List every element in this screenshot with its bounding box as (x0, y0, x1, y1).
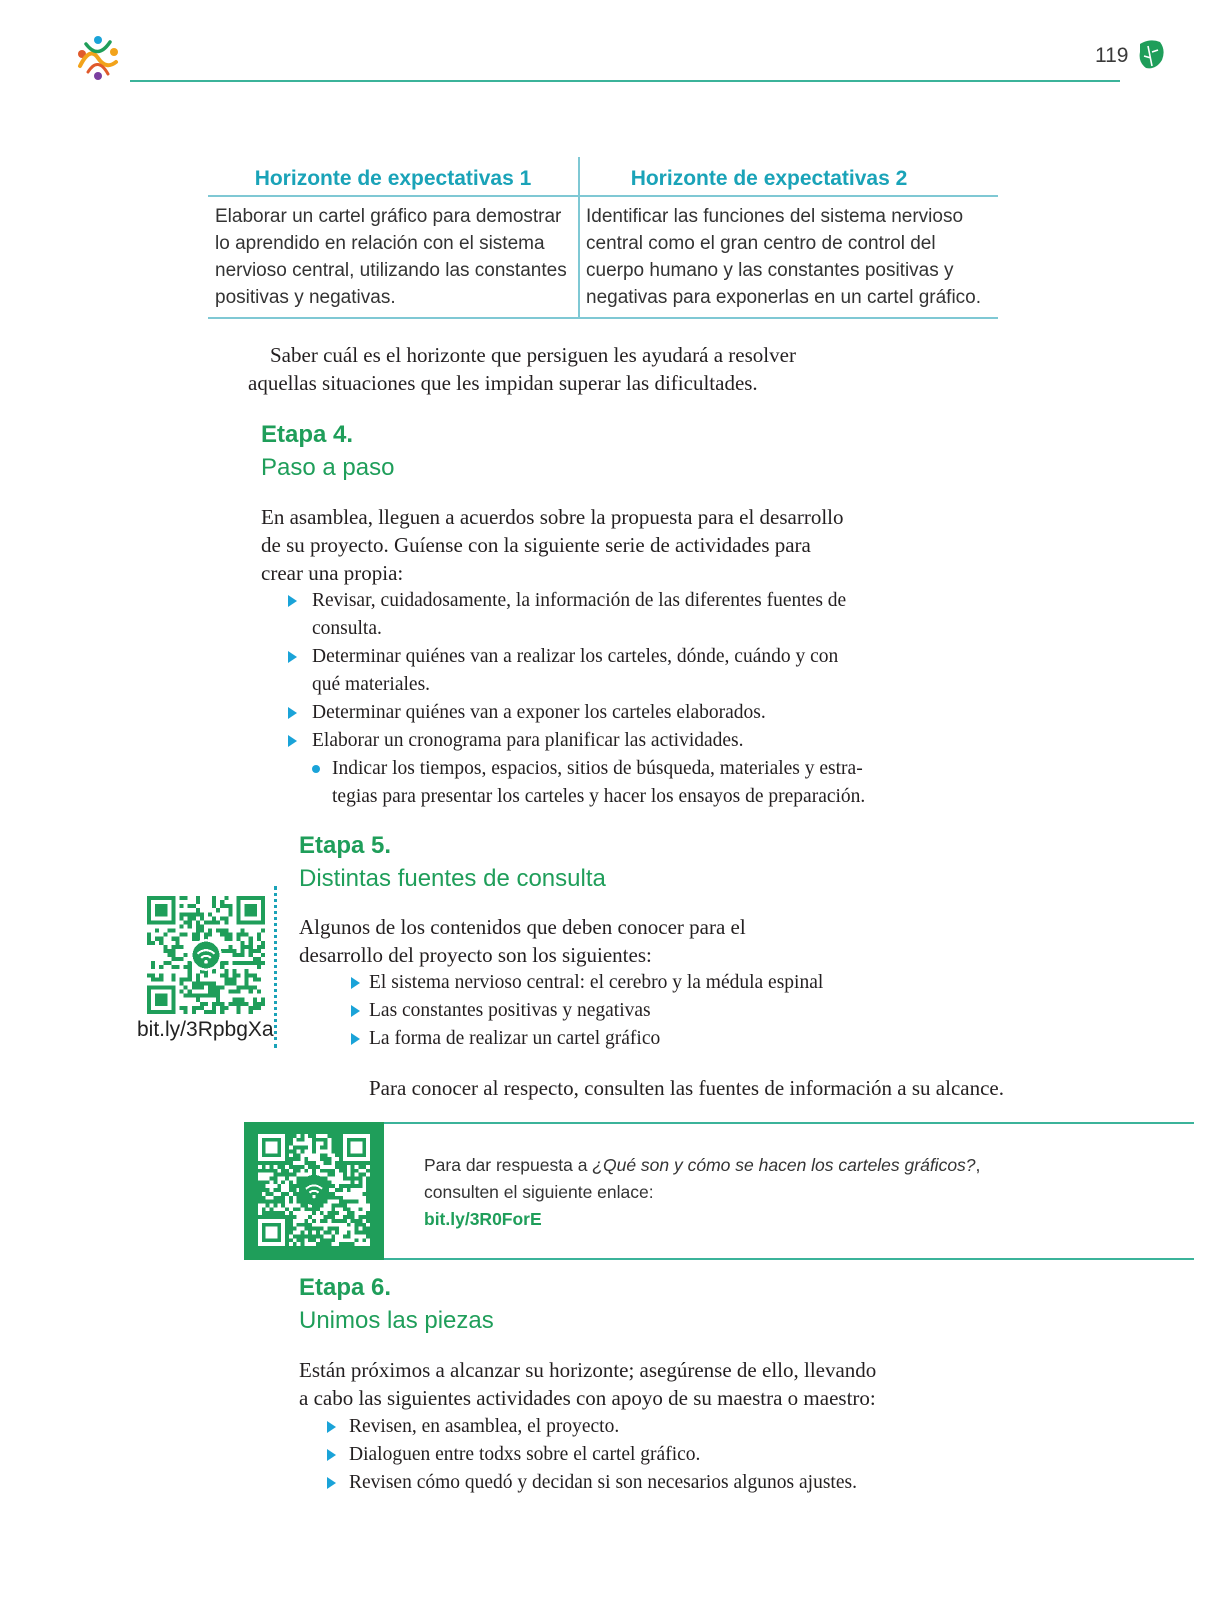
header-rule (130, 80, 1120, 82)
leaf-icon (1136, 38, 1166, 74)
qr-code-icon[interactable] (258, 1134, 370, 1246)
qr-link-text[interactable]: bit.ly/3RpbgXa (137, 1018, 274, 1041)
etapa4-paragraph: En asamblea, lleguen a acuerdos sobre la propuesta para el desarrollo de su proyecto. Guíense con la siguiente serie de actividades para crear una propia: (261, 505, 844, 585)
bullet-icon (327, 1449, 336, 1461)
list-item: Elaborar un cronograma para planificar las actividades. (312, 727, 952, 755)
sub-list-item: Indicar los tiempos, espacios, sitios de búsqueda, materiales y estra- tegias para presentar los carteles y hacer los ensayos de preparación. (312, 755, 952, 811)
box-bottom-rule (384, 1258, 1194, 1260)
bullet-icon (288, 651, 297, 663)
bullet-icon (351, 1033, 360, 1045)
etapa6-list (349, 1413, 989, 1497)
list-item: Revisar, cuidadosamente, la información de las diferentes fuentes de consulta. (312, 587, 952, 643)
bullet-icon (327, 1477, 336, 1489)
info-box-text: Para dar respuesta a ¿Qué son y cómo se hacen los carteles gráficos?, consulten el siguiente enlace: bit.ly/3R0ForE (424, 1152, 1064, 1233)
bullet-icon (327, 1421, 336, 1433)
intro-paragraph: Saber cuál es el horizonte que persiguen les ayudará a resolver aquellas situaciones que les impidan superar las dificultades. (248, 343, 796, 395)
table-cell-2: Identificar las funciones del sistema nervioso central como el gran centro de control del cuerpo humano y las constantes positivas y negativas para exponerlas en un cartel gráfico. (586, 206, 982, 308)
table-header-2: Horizonte de expectativas 2 (630, 167, 908, 190)
list-item: La forma de realizar un cartel gráfico (369, 1025, 969, 1053)
expectations-table (208, 157, 998, 321)
table-cell-1: Elaborar un cartel gráfico para demostrar lo aprendido en relación con el sistema nervioso central, utilizando las constantes positivas y negativas. (215, 206, 567, 308)
bullet-icon (351, 977, 360, 989)
list-item: Dialoguen entre todxs sobre el cartel gráfico. (349, 1441, 989, 1469)
bullet-icon (288, 595, 297, 607)
table-header-1: Horizonte de expectativas 1 (254, 167, 532, 190)
page-number: 119 (1095, 44, 1129, 67)
etapa4-list (312, 587, 952, 811)
etapa5-closing: Para conocer al respecto, consulten las fuentes de información a su alcance. (369, 1076, 1004, 1100)
list-item: Determinar quiénes van a realizar los carteles, dónde, cuándo y con qué materiales. (312, 643, 952, 699)
etapa5-paragraph: Algunos de los contenidos que deben conocer para el desarrollo del proyecto son los siguientes: (299, 915, 746, 967)
bullet-icon (288, 735, 297, 747)
qr-code-icon[interactable] (147, 896, 265, 1014)
list-item: Revisen, en asamblea, el proyecto. (349, 1413, 989, 1441)
list-item: El sistema nervioso central: el cerebro y la médula espinal (369, 969, 969, 997)
etapa6-paragraph: Están próximos a alcanzar su horizonte; asegúrense de ello, llevando a cabo las siguientes actividades con apoyo de su maestra o maestro: (299, 1358, 877, 1410)
dotted-divider (274, 886, 277, 1048)
box-top-rule (384, 1122, 1194, 1124)
list-item: Las constantes positivas y negativas (369, 997, 969, 1025)
etapa6-heading: Etapa 6. Unimos las piezas (299, 1274, 494, 1334)
list-item: Revisen cómo quedó y decidan si son necesarios algunos ajustes. (349, 1469, 989, 1497)
etapa4-heading: Etapa 4. Paso a paso (261, 421, 395, 481)
info-box-link[interactable]: bit.ly/3R0ForE (424, 1209, 542, 1229)
bullet-icon (351, 1005, 360, 1017)
list-item: Determinar quiénes van a exponer los carteles elaborados. (312, 699, 952, 727)
etapa5-heading: Etapa 5. Distintas fuentes de consulta (299, 832, 606, 892)
dot-bullet-icon (312, 765, 320, 773)
logo-icon (72, 32, 124, 84)
bullet-icon (288, 707, 297, 719)
info-box (244, 1122, 1194, 1260)
etapa5-list (369, 969, 969, 1053)
